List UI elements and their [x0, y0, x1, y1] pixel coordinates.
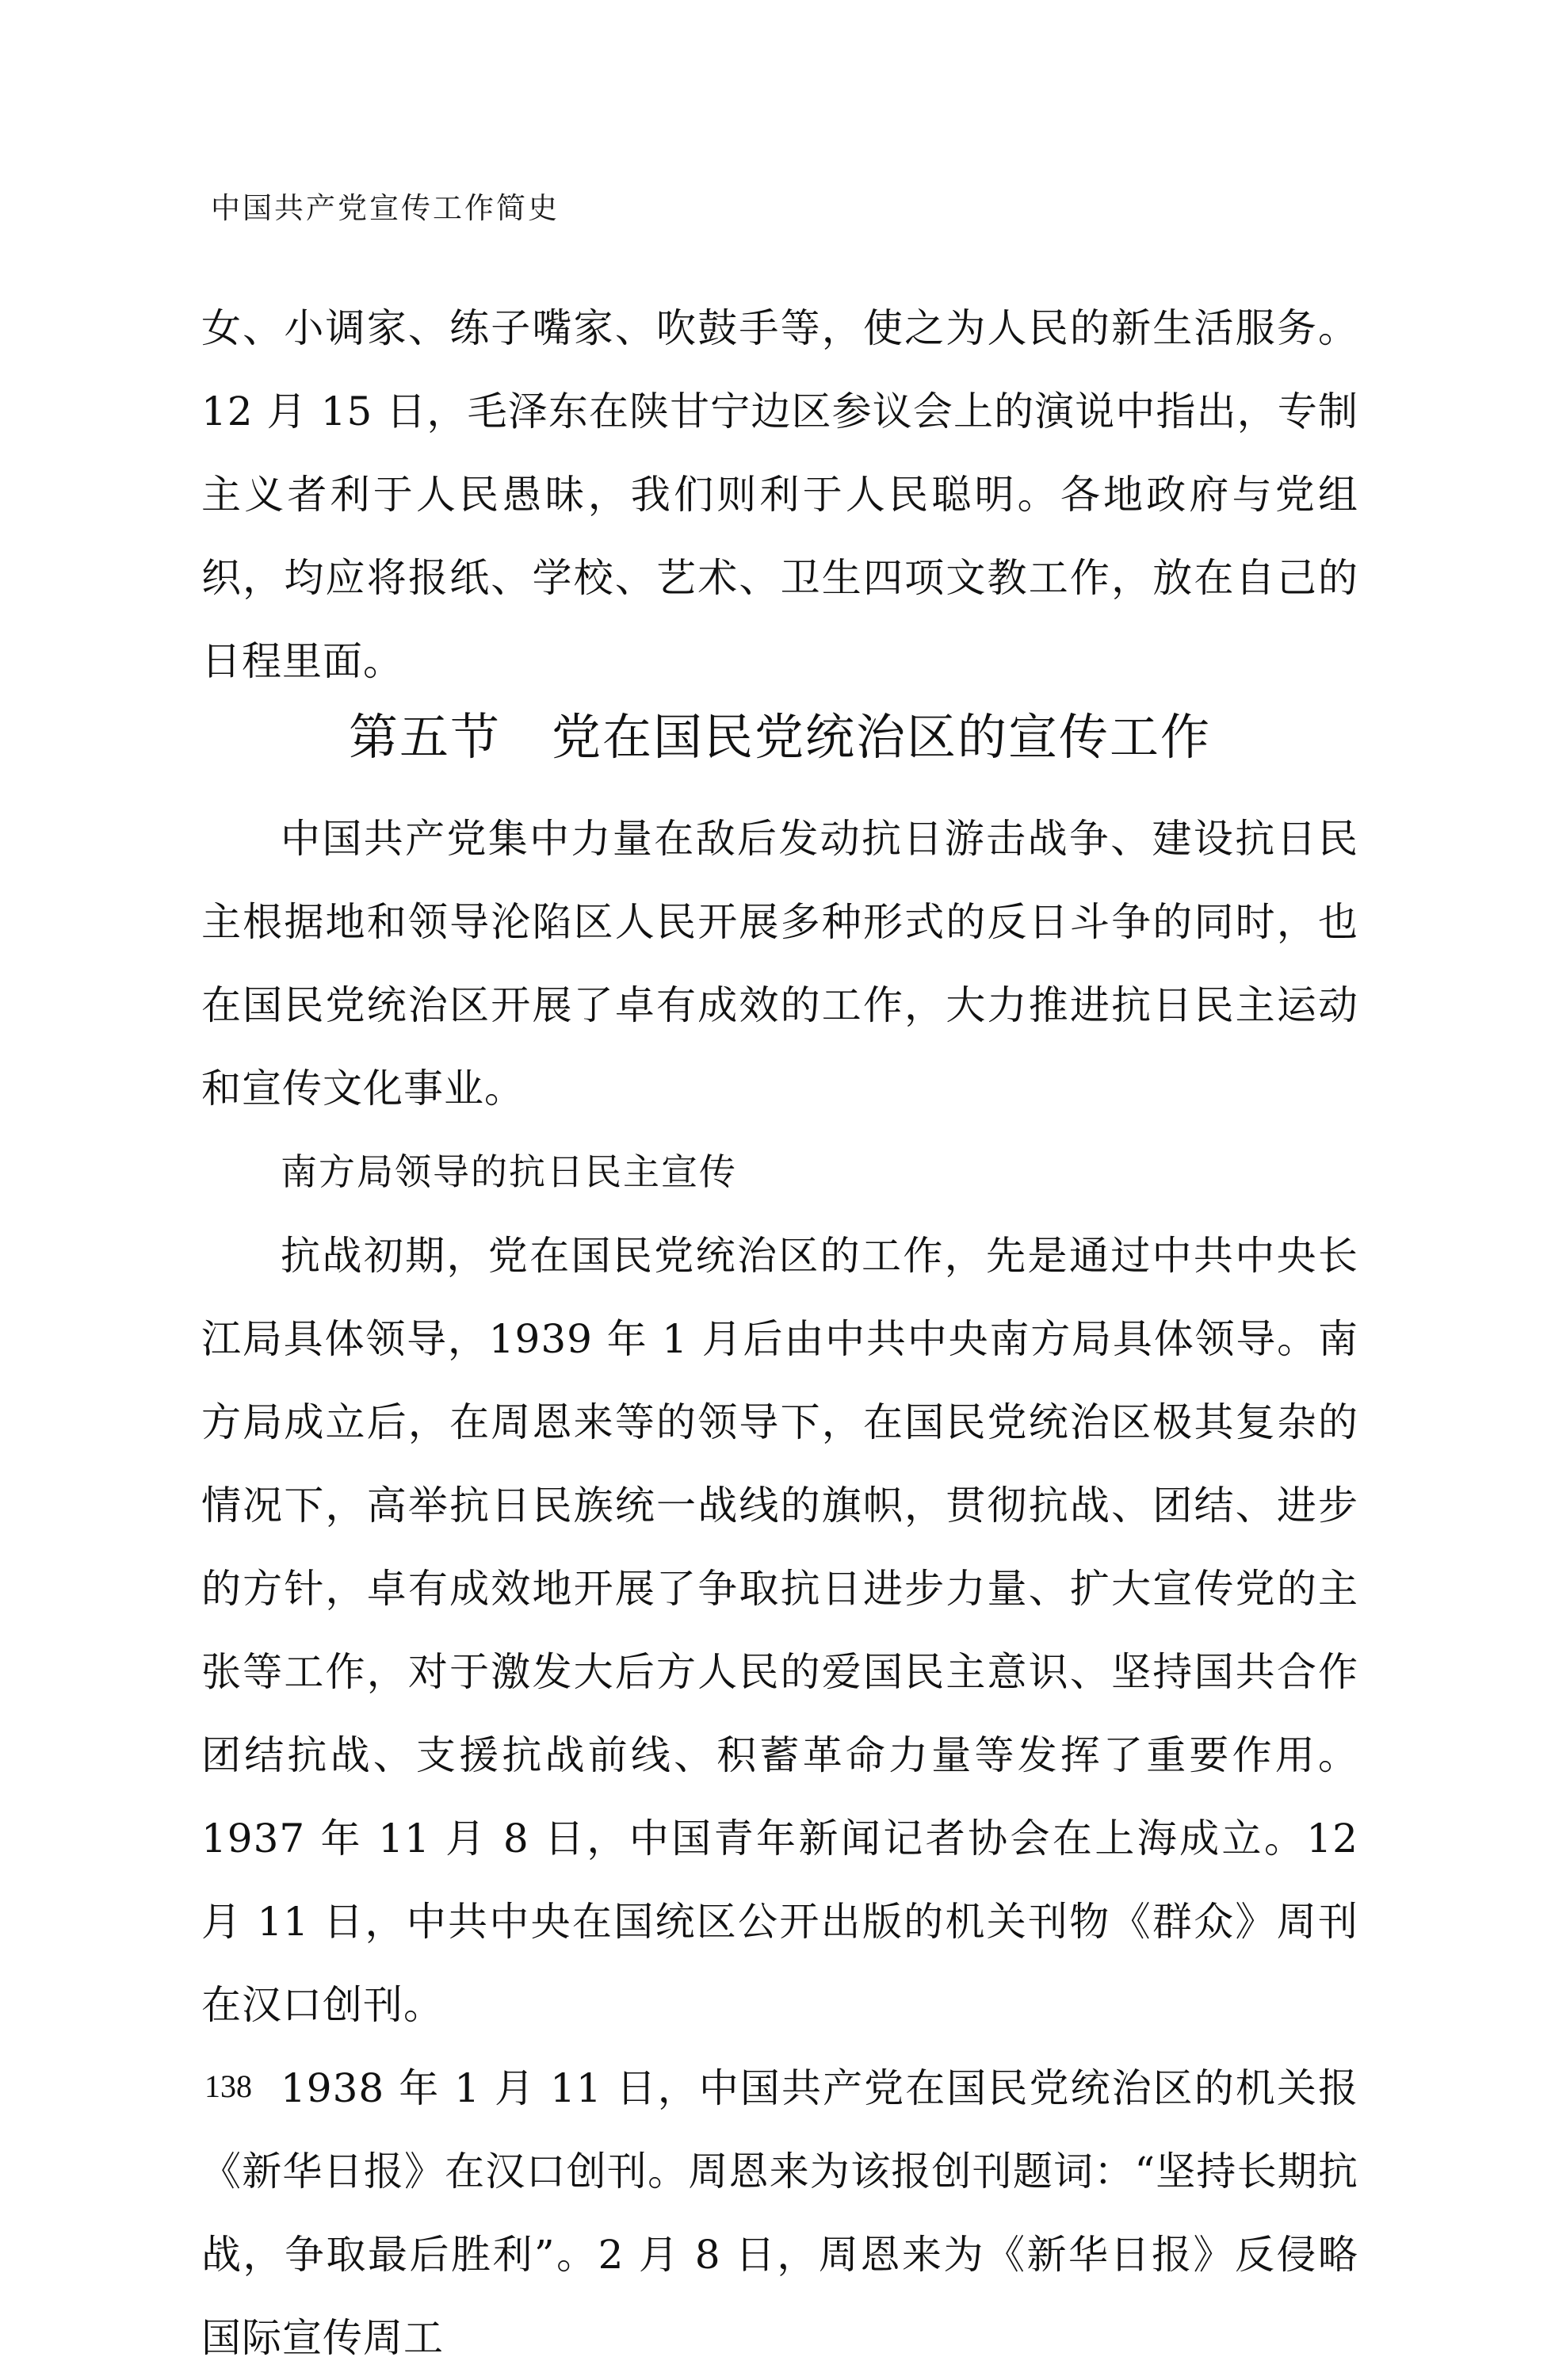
subsection-text-block — [201, 1215, 1358, 2380]
continuation-paragraph: 女、小调家、练子嘴家、吹鼓手等，使之为人民的新生活服务。12 月 15 日，毛泽东在陕甘宁边区参议会上的演说中指出，专制主义者利于人民愚昧，我们则利于人民聪明。各地政府与党组织，均应将报纸、学校、艺术、卫生四项文教工作，放在自己的日程里面。 — [201, 305, 1358, 684]
running-header: 中国共产党宣传工作简史 — [211, 191, 560, 225]
subsection-paragraph-1: 抗战初期，党在国民党统治区的工作，先是通过中共中央长江局具体领导，1939 年 1 月后由中共中央南方局具体领导。南方局成立后，在周恩来等的领导下，在国民党统治区极其复杂的情况下，高举抗日民族统一战线的旗帜，贯彻抗战、团结、进步的方针，卓有成效地开展了争取抗日进步力量、扩大宣传党的主张等工作，对于激发大后方人民的爱国民主意识、坚持国共合作团结抗战、支援抗战前线、积蓄革命力量等发挥了重要作用。1937 年 11 月 8 日，中国青年新闻记者协会在上海成立。12 月 11 日，中共中央在国统区公开出版的机关刊物《群众》周刊在汉口创刊。 — [201, 1233, 1358, 2028]
page-number: 138 — [204, 2068, 252, 2104]
subsection-paragraph-2: 1938 年 1 月 11 日，中国共产党在国民党统治区的机关报《新华日报》在汉口创刊。周恩来为该报创刊题词：“坚持长期抗战，争取最后胜利”。2 月 8 日，周恩来为《新华日报》反侵略国际宣传周工 — [201, 2065, 1358, 2361]
section-intro-block — [201, 798, 1358, 1131]
subsection-heading: 南方局领导的抗日民主宣传 — [281, 1150, 737, 1193]
section-intro-paragraph: 中国共产党集中力量在敌后发动抗日游击战争、建设抗日民主根据地和领导沦陷区人民开展多种形式的反日斗争的同时，也在国民党统治区开展了卓有成效的工作，大力推进抗日民主运动和宣传文化事业。 — [201, 816, 1358, 1112]
section-title: 第五节 党在国民党统治区的宣传工作 — [348, 708, 1211, 766]
continuation-text-block — [201, 287, 1358, 703]
